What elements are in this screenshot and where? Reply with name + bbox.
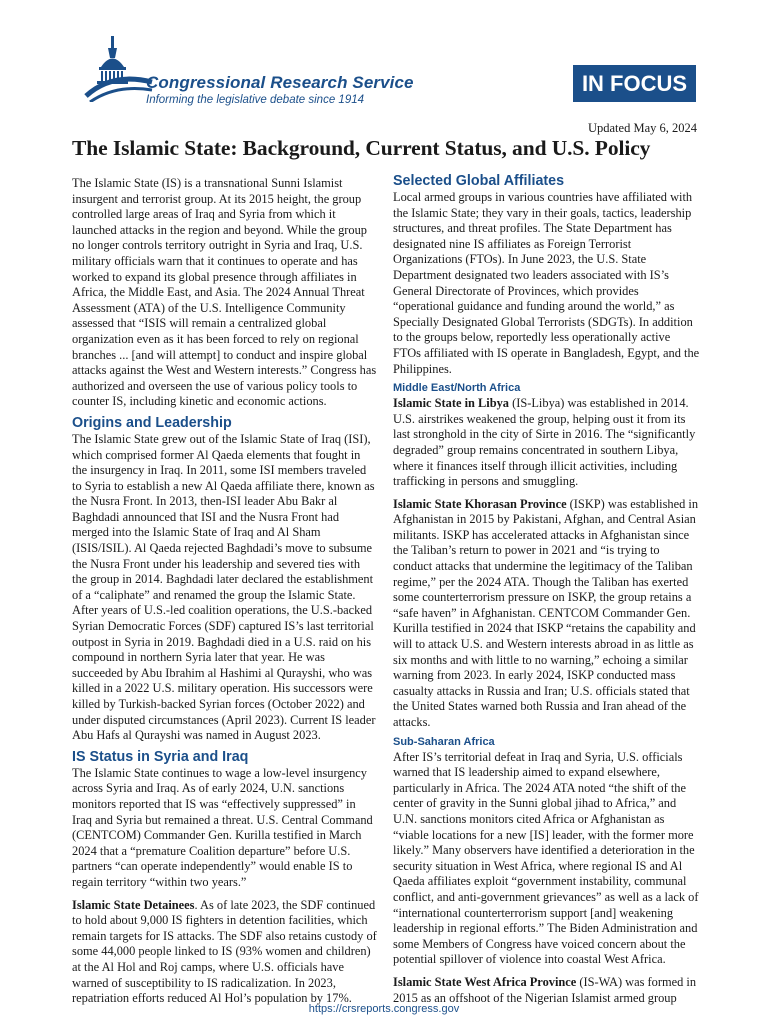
crs-capitol-dome-logo — [84, 34, 154, 102]
iswa-paragraph — [393, 975, 701, 1006]
section-heading-affiliates: Selected Global Affiliates — [393, 173, 565, 189]
subheading-sub-saharan-africa: Sub-Saharan Africa — [393, 735, 495, 748]
libya-paragraph — [393, 396, 701, 490]
subheading-mena: Middle East/North Africa — [393, 382, 521, 395]
ssa-paragraph: After IS’s territorial defeat in Iraq and Syria, U.S. officials warned that IS leadership aimed to expand elsewhere, particularly in Africa. The 2024 ATA noted “the shift of the center of gravity in the Sunni global jihad to Africa,” and U.N. sanctions monitors cited Africa or Afghanistan as “viable locations for a new [IS] leader, with the former more likely.” Many observers have identified a deterioration in the security situation in West Africa, where regional IS and Al Qaeda affiliates exploit “government instability, communal conflict, and anti-government grievances” as well as a lack of “international counterterrorism support [and] weakening leadership in regional efforts.” The Biden Administration and some Members of Congress have voiced concern about the potential spillover of violence into coastal West Africa. — [393, 749, 699, 967]
left-column — [72, 176, 378, 1007]
affiliates-paragraph: Local armed groups in various countries have affiliated with the Islamic State; they vary in their goals, tactics, leadership structures, and threat profiles. The State Department has designated nine IS affiliates as Foreign Terrorist Organizations (FTOs). In June 2023, the U.S. State Department designated two leaders associated with IS’s General Directorate of Provinces, which provides “operational guidance and funding around the world,” as Specially Designated Global Terrorists (SDGTs). In addition to the groups below, reportedly less operationally active FTOs affiliated with IS operate in Bangladesh, Egypt, and the Philippines. — [393, 190, 700, 376]
footer-url-link[interactable]: https://crsreports.congress.gov — [308, 1003, 460, 1015]
iskp-text: (ISKP) was established in Afghanistan in 2015 by Pakistani, Afghan, and Central Asian militants. ISKP has accelerated attacks in Afghanistan since the Taliban’s return to power in 2021 and “is trying to conduct attacks that undermine the legitimacy of the Taliban regime,” per the 2024 ATA. Though the Taliban has exerted some counterterrorism pressure on ISKP, the group retains a “safe haven” in Afghanistan. CENTCOM Commander Gen. Kurilla testified in 2024 that ISKP “retains the capability and will to attack U.S. and Western interests abroad in as little as six months and with little to no warning,” echoing a similar warning from 2023. In early 2024, ISKP conducted mass casualty attacks in Russia and Iran; U.S. officials stated that the United States warned both Russia and Iran ahead of the attacks. — [393, 496, 699, 729]
detainees-paragraph — [72, 898, 378, 1007]
iskp-lead: Islamic State Khorasan Province — [393, 496, 567, 511]
section-heading-status: IS Status in Syria and Iraq — [72, 748, 249, 765]
libya-lead: Islamic State in Libya — [393, 396, 509, 411]
organization-tagline: Informing the legislative debate since 1914 — [146, 94, 365, 106]
organization-name: Congressional Research Service — [146, 73, 414, 92]
intro-paragraph: The Islamic State (IS) is a transnational Sunni Islamist insurgent and terrorist group. At its 2015 height, the group controlled large areas of Iraq and Syria from which it launched attacks in the region and beyond. While the group no longer controls territory outright in Syria and Iraq, U.S. military officials warn that it continues to operate and has worked to expand its global presence through affiliates in Africa, the Middle East, and Asia. The 2024 Annual Threat Assessment (ATA) of the U.S. Intelligence Community assessed that “ISIS will remain a centralized global organization even as it has been forced to rely on regional branches ... [and will attempt] to conduct and inspire global attacks against the West and Western interests.” Congress has authorized and overseen the use of various policy tools to counter IS, including kinetic and economic actions. — [72, 176, 377, 409]
right-column — [393, 172, 701, 1006]
updated-date: Updated May 6, 2024 — [587, 121, 697, 135]
status-paragraph: The Islamic State continues to wage a low-level insurgency across Syria and Iraq. As of early 2024, U.N. sanctions monitors reported that IS was “effectively suppressed” in Iraq and Syria but remained a threat. U.S. Central Command (CENTCOM) Commander Gen. Kurilla testified in March 2024 that a “premature Coalition departure” before U.S. partners “can operate independently” would enable IS to regain territory “within two years.” — [72, 765, 373, 889]
detainees-lead: Islamic State Detainees — [72, 897, 195, 912]
in-focus-badge: IN FOCUS — [573, 65, 696, 102]
section-heading-origins: Origins and Leadership — [72, 414, 232, 431]
detainees-text: . As of late 2023, the SDF continued to hold about 9,000 IS fighters in detention facilities, which remain targets for IS attacks. The SDF also retains custody of some 44,000 people linked to IS (93% women and children) at the Al Hol and Roj camps, where U.S. officials have warned of susceptibility to IS radicalization. In 2023, repatriation efforts reduced Al Hol’s population by 17%. — [72, 897, 377, 1006]
iskp-paragraph — [393, 497, 701, 731]
iswa-text: (IS-WA) was formed in 2015 as an offshoot of the Nigerian Islamist armed group — [393, 974, 697, 1005]
document-title: The Islamic State: Background, Current Status, and U.S. Policy — [72, 136, 651, 160]
iswa-lead: Islamic State West Africa Province — [393, 974, 577, 989]
libya-text: (IS-Libya) was established in 2014. U.S. airstrikes weakened the group, helping oust it from its last stronghold in the city of Sirte in 2016. The “significantly degraded” group remains concentrated in southern Libya, where it finances itself through illicit activities, including trafficking in persons and smuggling. — [393, 396, 696, 489]
origins-paragraph: The Islamic State grew out of the Islamic State of Iraq (ISI), which comprised former Al Qaeda elements that fought in the insurgency in Iraq. In 2011, some ISI members traveled to Syria to establish a new Al Qaeda affiliate there, known as the Nusra Front. In 2013, then-ISI leader Abu Bakr al Baghdadi announced that ISI and the Nusra Front had merged into the Islamic State of Iraq and Al Sham (ISIS/ISIL). Al Qaeda rejected Baghdadi’s move to subsume the Nusra Front under his leadership and severed ties with the group in 2014. Baghdadi later declared the establishment of a “caliphate” and renamed the group the Islamic State. After years of U.S.-led coalition operations, the U.S.-backed Syrian Democratic Forces (SDF) captured IS’s last territorial outpost in Syria in 2019. Baghdadi died in a U.S. raid on his compound in northern Syria later that year. He was succeeded by Abu Ibrahim al Hashimi al Qurayshi, who was killed in a 2022 U.S. military operation. His successors were killed by Turkish-backed Syrian forces (October 2022) and under disputed circumstances (April 2023). Current IS leader Abu Hafs al Qurayshi was named in August 2023. — [72, 431, 376, 743]
